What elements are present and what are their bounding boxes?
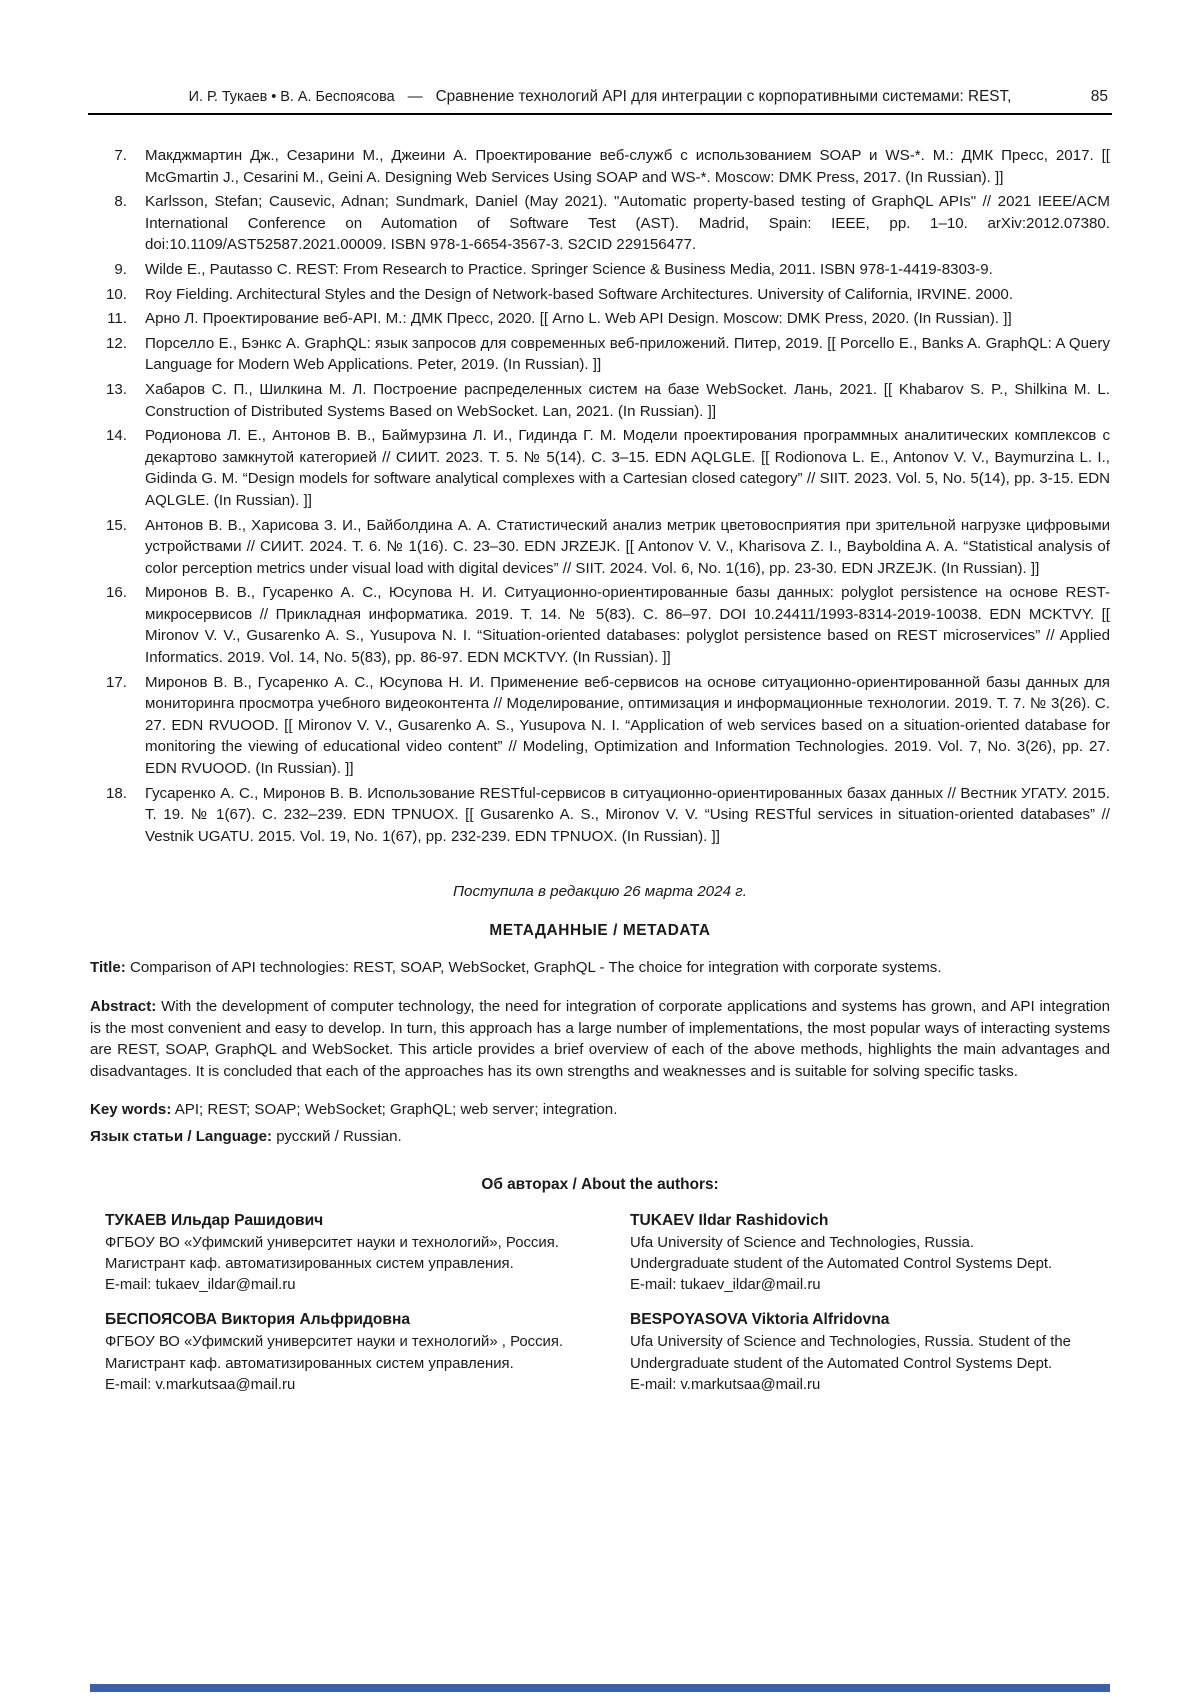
keywords-label: Key words: (90, 1101, 172, 1119)
author-block (630, 1311, 1110, 1396)
reference-text: Гусаренко А. С., Миронов В. В. Использование RESTful-сервисов в ситуационно-ориентированных базах данных // Вестник УГАТУ. 2015. Т. 19. № 1(67). С. 232–239. EDN TPNUOX. [[ Gusarenko A. S., Mironov V. V. “Using RESTful services in situation-oriented databases” // Vestnik UGATU. 2015. Vol. 19, No. 1(67), pp. 232-239. EDN TPNUOX. (In Russian). ]] (145, 784, 1110, 845)
abstract-label: Abstract: (90, 998, 157, 1015)
language-text: русский / Russian. (272, 1127, 402, 1145)
reference-text: Макджмартин Дж., Сезарини М., Джеини А. Проектирование веб-служб с использованием SOAP и WS-*. М.: ДМК Пресс, 2017. [[ McGmartin J., Cesarini M., Geini A. Designing Web Services Using SOAP and WS-*. Moscow: DMK Press, 2017. (In Russian). ]] (145, 147, 1110, 186)
metadata-heading: МЕТАДАННЫЕ / METADATA (489, 922, 711, 940)
author-info-line: ФГБОУ ВО «Уфимский университет науки и технологий» , Россия. (105, 1334, 564, 1351)
author-name: БЕСПОЯСОВА Виктория Альфридовна (105, 1311, 411, 1329)
page-content (0, 145, 1200, 1411)
author-info-line: E-mail: tukaev_ildar@mail.ru (105, 1277, 296, 1294)
keywords-paragraph (90, 1099, 1110, 1121)
reference-text: Родионова Л. Е., Антонов В. В., Баймурзина Л. И., Гидинда Г. М. Модели проектирования программных аналитических комплексов с декартово замкнутой категорией // СИИТ. 2023. Т. 5. № 5(14). С. 3–15. EDN AQLGLE. [[ Rodionova L. E., Antonov V. V., Baymurzina L. I., Gidinda G. M. “Design models for software analytical complexes with a Cartesian closed category” // SIIT. 2023. Vol. 5, No. 5(14), pp. 3-15. EDN AQLGLE. (In Russian). ]] (145, 427, 1110, 509)
keywords-text: API; REST; SOAP; WebSocket; GraphQL; web server; integration. (171, 1101, 618, 1119)
title-paragraph (90, 957, 1110, 979)
reference-number: 12. (106, 334, 127, 352)
reference-item (90, 379, 1110, 422)
authors-column-en (630, 1212, 1110, 1412)
reference-number: 15. (106, 516, 127, 534)
author-info-line: E-mail: tukaev_ildar@mail.ru (630, 1277, 821, 1294)
author-info-line: Ufa University of Science and Technologies, Russia. (630, 1234, 975, 1251)
author-info-line: Undergraduate student of the Automated Control Systems Dept. (630, 1355, 1053, 1372)
reference-text: Миронов В. В., Гусаренко А. С., Юсупова Н. И. Применение веб-сервисов на основе ситуационно-ориентированной базы данных для мониторинга просмотра учебного видеоконтента // Моделирование, оптимизация и информационные технологии. 2019. Т. 7. № 3(26). С. 27. EDN RVUOOD. [[ Mironov V. V., Gusarenko A. S., Yusupova N. I. “Application of web services based on a situation-oriented database for monitoring the viewing of educational video content” // Modeling, Optimization and Information Technologies. 2019. Vol. 7, No. 3(26), pp. 27. EDN RVUOOD. (In Russian). ]] (145, 673, 1110, 778)
reference-item (90, 259, 1110, 281)
author-block (630, 1212, 1110, 1297)
language-label: Язык статьи / Language: (90, 1127, 273, 1145)
reference-text: Wilde E., Pautasso C. REST: From Research to Practice. Springer Science & Business Media, 2011. ISBN 978-1-4419-8303-9. (145, 260, 993, 278)
reference-item (90, 284, 1110, 306)
reference-text: Арно Л. Проектирование веб-API. М.: ДМК Пресс, 2020. [[ Arno L. Web API Design. Moscow: DMK Press, 2020. (In Russian). ]] (145, 310, 1012, 328)
author-block (105, 1212, 585, 1297)
author-info-line: Магистрант каф. автоматизированных систем управления. (105, 1255, 514, 1272)
reference-text: Миронов В. В., Гусаренко А. С., Юсупова Н. И. Ситуационно-ориентированные базы данных: polyglot persistence на основе REST-микросервисов // Прикладная информатика. 2019. Т. 14. № 5(83). С. 86–97. DOI 10.24411/1993-8314-2019-10038. EDN MCKTVY. [[ Mironov V. V., Gusarenko A. S., Yusupova N. I. “Situation-oriented databases: polyglot persistence based on REST microservices” // Applied Informatics. 2019. Vol. 14, No. 5(83), pp. 86-97. EDN MCKTVY. (In Russian). ]] (145, 584, 1110, 667)
running-head-dash: — (407, 88, 423, 105)
author-info-line: Ufa University of Science and Technologies, Russia. Student of the (630, 1334, 1071, 1351)
reference-list (90, 145, 1110, 847)
reference-number: 14. (106, 427, 127, 445)
reference-text: Karlsson, Stefan; Causevic, Adnan; Sundmark, Daniel (May 2021). "Automatic property-based testing of GraphQL APIs" // 2021 IEEE/ACM International Conference on Automation of Software Test (AST). Madrid, Spain: IEEE, pp. 1–10. arXiv:2012.07380. doi:10.1109/AST52587.2021.00009. ISBN 978-1-6654-3567-3. S2CID 229156477. (145, 193, 1110, 254)
received-date-line: Поступила в редакцию 26 марта 2024 г. (453, 883, 747, 901)
reference-item (90, 425, 1110, 511)
author-info-line: E-mail: v.markutsaa@mail.ru (105, 1377, 296, 1394)
running-head-authors: И. Р. Тукаев • В. А. Беспоясова (188, 89, 395, 105)
author-info-line: ФГБОУ ВО «Уфимский университет науки и технологий», Россия. (105, 1234, 559, 1251)
reference-number: 9. (114, 260, 127, 278)
authors-column-ru (105, 1212, 585, 1412)
language-paragraph (90, 1126, 1110, 1148)
title-label: Title: (90, 959, 126, 977)
footer-accent-bar (90, 1684, 1110, 1692)
reference-item (90, 145, 1110, 188)
reference-number: 11. (107, 310, 127, 328)
reference-text: Порселло Е., Бэнкс А. GraphQL: язык запросов для современных веб-приложений. Питер, 2019. [[ Porcello E., Banks A. GraphQL: A Query Language for Modern Web Applications. Peter, 2019. (In Russian). ]] (145, 334, 1110, 374)
reference-text: Roy Fielding. Architectural Styles and the Design of Network-based Software Architectures. University of California, IRVINE. 2000. (145, 285, 1014, 303)
reference-item (90, 582, 1110, 668)
title-text: Comparison of API technologies: REST, SOAP, WebSocket, GraphQL - The choice for integration with corporate systems. (125, 959, 942, 977)
reference-item (90, 783, 1110, 848)
author-block (105, 1311, 585, 1396)
running-head (88, 88, 1112, 115)
reference-text: Антонов В. В., Харисова З. И., Байболдина А. А. Статистический анализ метрик цветовосприятия при зрительной нагрузке цифровыми устройствами // СИИТ. 2024. Т. 6. № 1(16). С. 23–30. EDN JRZEJK. [[ Antonov V. V., Kharisova Z. I., Bayboldina A. A. “Statistical analysis of color perception metrics under visual load with digital devices” // SIIT. 2024. Vol. 6, No. 1(16), pp. 23-30. EDN JRZEJK. (In Russian). ]] (145, 516, 1110, 577)
reference-number: 13. (106, 380, 127, 398)
reference-number: 16. (106, 584, 127, 602)
abstract-text: With the development of computer technology, the need for integration of corporate applications and systems has grown, and API integration is the most convenient and easy to develop. In turn, this approach has a large number of implementations, the most popular ways of interacting systems are REST, SOAP, GraphQL and WebSocket. This article provides a brief overview of each of the above methods, highlights the main advantages and disadvantages. It is concluded that each of the approaches has its own strengths and weaknesses and is suitable for solving specific tasks. (90, 998, 1110, 1080)
reference-item (90, 515, 1110, 580)
reference-number: 18. (106, 784, 127, 802)
author-name: ТУКАЕВ Ильдар Рашидович (105, 1211, 324, 1229)
reference-item (90, 191, 1110, 256)
reference-item (90, 672, 1110, 780)
reference-text: Хабаров С. П., Шилкина М. Л. Построение распределенных систем на базе WebSocket. Лань, 2021. [[ Khabarov S. P., Shilkina M. L. Construction of Distributed Systems Based on WebSocket. Lan, 2021. (In Russian). ]] (145, 380, 1110, 420)
author-name: BESPOYASOVA Viktoria Alfridovna (630, 1311, 890, 1329)
reference-item (90, 308, 1110, 330)
reference-item (90, 333, 1110, 376)
author-info-line: E-mail: v.markutsaa@mail.ru (630, 1377, 821, 1394)
authors-section (90, 1212, 1110, 1412)
author-name: TUKAEV Ildar Rashidovich (630, 1211, 829, 1229)
reference-number: 8. (114, 193, 127, 211)
reference-number: 17. (106, 673, 127, 691)
abstract-paragraph (90, 996, 1110, 1082)
reference-number: 10. (106, 285, 127, 303)
author-info-line: Магистрант каф. автоматизированных систем управления. (105, 1355, 514, 1372)
reference-number: 7. (114, 147, 127, 164)
author-info-line: Undergraduate student of the Automated Control Systems Dept. (630, 1255, 1053, 1272)
running-head-title: Сравнение технологий API для интеграции с корпоративными системами: REST, (435, 88, 1012, 105)
page-number: 85 (1090, 88, 1108, 105)
about-authors-heading: Об авторах / About the authors: (481, 1175, 719, 1193)
